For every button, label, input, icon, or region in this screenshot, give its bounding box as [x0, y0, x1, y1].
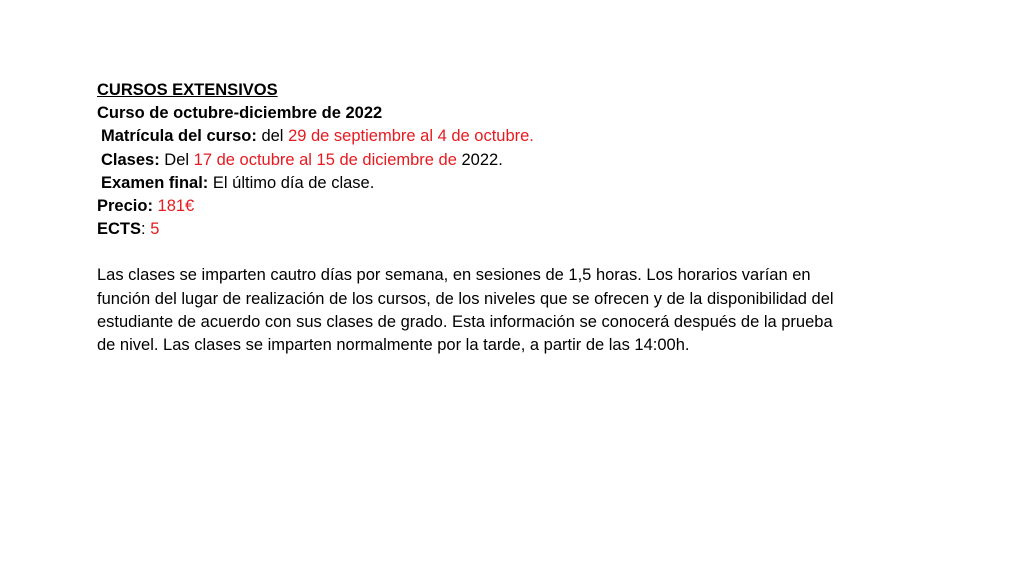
clases-prefix: Del	[159, 150, 194, 169]
description-line-1: Las clases se imparten cautro días por semana, en sesiones de 1,5 horas. Los horarios varían en	[97, 266, 811, 285]
course-subheading: Curso de octubre-diciembre de 2022	[97, 104, 383, 123]
examen-label: Examen final:	[101, 173, 209, 192]
ects-sep: :	[141, 220, 146, 239]
precio-value: 181€	[152, 197, 195, 216]
ects-label: ECTS	[97, 220, 142, 239]
clases-year: 2022.	[456, 150, 503, 169]
examen-line	[97, 172, 897, 195]
matricula-label: Matrícula del curso:	[101, 127, 257, 146]
precio-label: Precio:	[97, 197, 153, 216]
clases-label: Clases:	[101, 150, 160, 169]
description-paragraph	[97, 264, 897, 357]
matricula-line	[97, 125, 897, 148]
description-line-2: función del lugar de realización de los cursos, de los niveles que se ofrecen y de la disponibilidad del	[97, 289, 834, 308]
course-heading: CURSOS EXTENSIVOS	[97, 81, 278, 99]
ects-line	[97, 218, 897, 241]
spacer	[97, 241, 897, 264]
description-line-3: estudiante de acuerdo con sus clases de grado. Esta información se conocerá después de la prueba	[97, 312, 833, 331]
precio-line	[97, 195, 897, 218]
matricula-prefix: del	[256, 127, 289, 146]
course-info-block	[97, 79, 897, 357]
matricula-dates: 29 de septiembre al 4 de octubre.	[288, 127, 534, 146]
clases-line	[97, 149, 897, 172]
clases-dates: 17 de octubre al 15 de diciembre de	[193, 150, 457, 169]
examen-text: El último día de clase.	[208, 173, 375, 192]
ects-value: 5	[145, 220, 160, 239]
description-line-4: de nivel. Las clases se imparten normalmente por la tarde, a partir de las 14:00h.	[97, 336, 690, 355]
